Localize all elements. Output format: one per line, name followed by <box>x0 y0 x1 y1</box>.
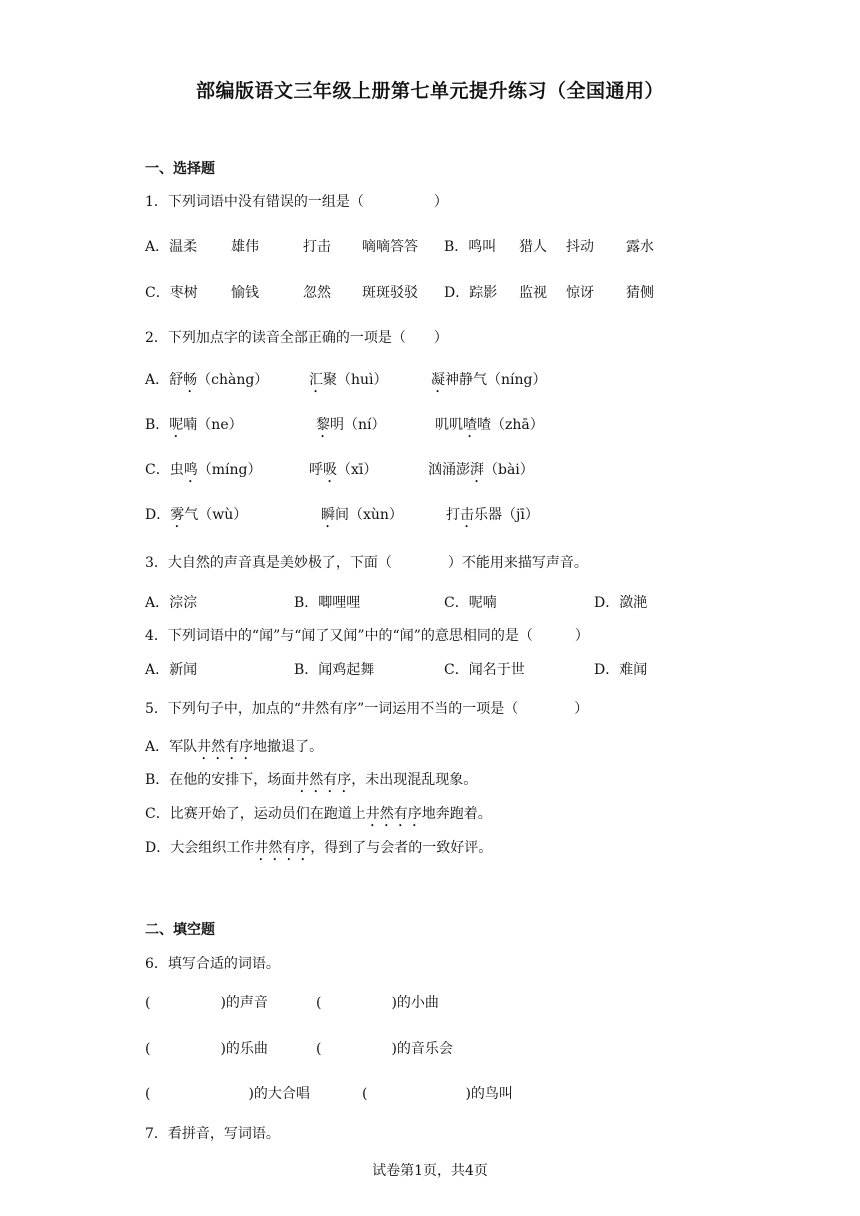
q2-option-b-item-3: 叽叽喳喳（zhā） <box>435 417 544 433</box>
dotted-phrase: 井然有序 <box>295 772 352 788</box>
dotted-char: 喳 <box>463 417 477 433</box>
q6-blank-3: ( )的乐曲 <box>145 1041 268 1057</box>
q6-blank-5: ( )的大合唱 <box>145 1086 310 1102</box>
q5-option-d: D．大会组织工作井然有序，得到了与会者的一致好评。 <box>145 840 493 856</box>
dotted-char: 畅 <box>183 372 198 388</box>
dotted-char: 雾 <box>170 507 185 523</box>
question-1-stem: 1．下列词语中没有错误的一组是（ ） <box>145 194 448 210</box>
dotted-phrase: 井然有序 <box>197 739 254 755</box>
q2-option-c-item-1: C．虫鸣（míng） <box>145 462 262 478</box>
question-7-stem: 7．看拼音，写词语。 <box>145 1126 280 1142</box>
q2-option-c-item-2: 呼吸（xī） <box>309 462 378 478</box>
dotted-char: 汇 <box>309 372 323 388</box>
q5-option-a: A．军队井然有序地撤退了。 <box>145 739 324 755</box>
dotted-char: 凝 <box>431 372 445 388</box>
q4-option-b: B．闻鸡起舞 <box>294 662 375 678</box>
q2-option-b-item-1: B．呢喃（ne） <box>145 417 243 433</box>
q1-option-b-word-3: 抖动 <box>566 239 594 255</box>
q1-option-c-word-4: 斑斑驳驳 <box>362 285 418 301</box>
q1-option-c-word-3: 忽然 <box>303 285 331 301</box>
q1-option-a-word-2: 雄伟 <box>231 239 259 255</box>
q1-option-c-word-1: C．枣树 <box>145 285 198 301</box>
q4-option-a: A．新闻 <box>145 662 198 678</box>
dotted-char: 击 <box>460 507 474 523</box>
dotted-char: 瞬 <box>321 507 335 523</box>
q1-option-a-word-3: 打击 <box>303 239 331 255</box>
q2-option-a-item-1: A．舒畅（chàng） <box>145 372 269 388</box>
q2-option-d-item-2: 瞬间（xùn） <box>321 507 403 523</box>
q2-option-b-item-2: 黎明（ní） <box>316 417 386 433</box>
q2-option-c-item-3: 汹涌澎湃（bài） <box>428 462 534 478</box>
dotted-char: 黎 <box>316 417 330 433</box>
q1-option-d-word-2: 监视 <box>519 285 547 301</box>
page-footer: 试卷第1页，共4页 <box>372 1163 488 1179</box>
q5-option-b: B．在他的安排下，场面井然有序，未出现混乱现象。 <box>145 772 478 788</box>
dotted-char: 湃 <box>470 462 484 478</box>
q6-blank-1: ( )的声音 <box>145 995 268 1011</box>
q1-option-a-word-1: A．温柔 <box>145 239 198 255</box>
q5-option-c: C．比赛开始了，运动员们在跑道上井然有序地奔跑着。 <box>145 806 492 822</box>
q1-option-b-word-4: 露水 <box>626 239 654 255</box>
q6-blank-2: ( )的小曲 <box>316 995 439 1011</box>
q2-option-a-item-3: 凝神静气（níng） <box>431 372 547 388</box>
q2-option-a-item-2: 汇聚（huì） <box>309 372 388 388</box>
q1-option-d-word-3: 惊讶 <box>566 285 594 301</box>
q1-option-d-word-4: 猜侧 <box>626 285 654 301</box>
question-2-stem: 2．下列加点字的读音全部正确的一项是（ ） <box>145 330 448 346</box>
q2-option-d-item-3: 打击乐器（jī） <box>446 507 539 523</box>
q1-option-b-word-2: 猎人 <box>519 239 547 255</box>
q3-option-b: B．唧哩哩 <box>294 595 361 611</box>
dotted-char: 呢 <box>169 417 184 433</box>
q4-option-d: D．难闻 <box>594 662 648 678</box>
q3-option-a: A．淙淙 <box>145 595 198 611</box>
question-4-stem: 4．下列词语中的“闻”与“闻了又闻”中的“闻”的意思相同的是（ ） <box>145 628 589 644</box>
q4-option-c: C．闻名于世 <box>444 662 525 678</box>
section-heading-choice: 一、选择题 <box>145 161 215 177</box>
q1-option-b-word-1: B．鸣叫 <box>444 239 497 255</box>
question-6-stem: 6．填写合适的词语。 <box>145 956 280 972</box>
dotted-phrase: 井然有序 <box>365 806 422 822</box>
q3-option-c: C．呢喃 <box>444 595 497 611</box>
section-heading-fill: 二、填空题 <box>145 922 215 938</box>
question-5-stem: 5．下列句子中，加点的“井然有序”一词运用不当的一项是（ ） <box>145 701 589 717</box>
q6-blank-4: ( )的音乐会 <box>316 1041 453 1057</box>
dotted-char: 吸 <box>323 462 337 478</box>
q6-blank-6: ( )的鸟叫 <box>362 1086 513 1102</box>
q1-option-a-word-4: 嘀嘀答答 <box>362 239 418 255</box>
page-title: 部编版语文三年级上册第七单元提升练习（全国通用） <box>195 80 664 102</box>
q1-option-d-word-1: D．踪影 <box>444 285 498 301</box>
question-3-stem: 3．大自然的声音真是美妙极了，下面（ ）不能用来描写声音。 <box>145 555 588 571</box>
q3-option-d: D．潋滟 <box>594 595 648 611</box>
q1-option-c-word-2: 愉钱 <box>231 285 259 301</box>
q2-option-d-item-1: D．雾气（wù） <box>145 507 248 523</box>
dotted-phrase: 井然有序 <box>254 840 311 856</box>
dotted-char: 鸣 <box>183 462 198 478</box>
